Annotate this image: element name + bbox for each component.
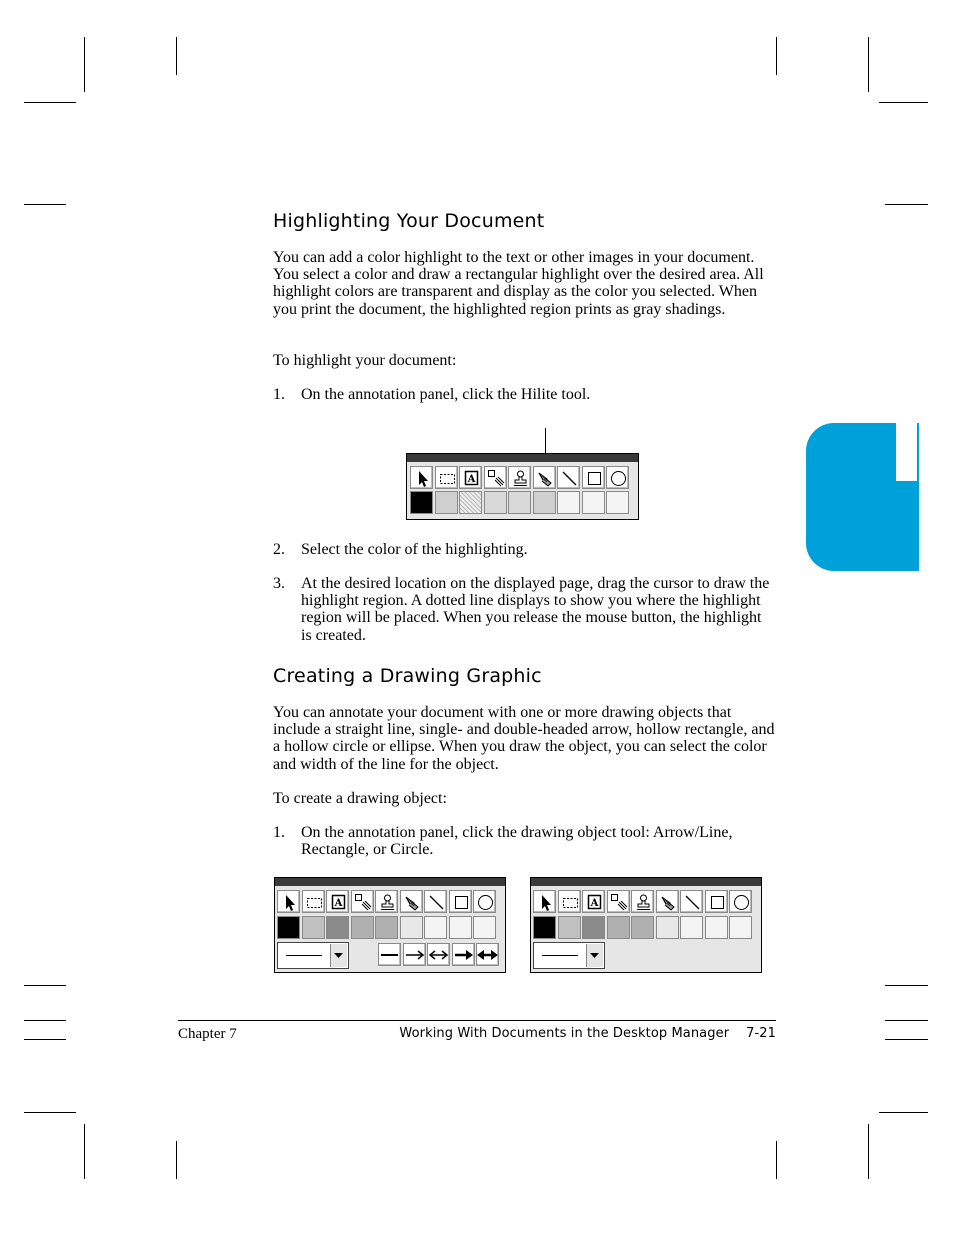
stamp-tool-button[interactable] [508, 466, 531, 489]
text-tool-button[interactable] [582, 890, 605, 913]
rectangle-tool-icon [585, 469, 604, 488]
crop-mark [868, 37, 869, 92]
note-tool-button[interactable] [484, 466, 507, 489]
chevron-down-icon [334, 953, 343, 959]
color-swatch[interactable] [606, 491, 629, 514]
color-swatch[interactable] [656, 916, 679, 939]
line-tool-icon [560, 469, 579, 488]
line-tool-button[interactable] [680, 890, 703, 913]
color-swatch[interactable] [424, 916, 447, 939]
hilite-tool-icon [659, 893, 678, 912]
color-swatch[interactable] [484, 491, 507, 514]
dropdown-arrow-button[interactable] [586, 944, 603, 967]
crop-mark [879, 102, 928, 103]
stamp-tool-button[interactable] [375, 890, 398, 913]
crop-mark [24, 1020, 66, 1021]
circle-tool-button[interactable] [606, 466, 629, 489]
line-tool-button[interactable] [557, 466, 580, 489]
crop-mark [24, 102, 76, 103]
pointer-icon [536, 893, 555, 912]
color-swatch[interactable] [533, 491, 556, 514]
rectangle-tool-button[interactable] [449, 890, 472, 913]
color-swatch[interactable] [631, 916, 654, 939]
line-width-dropdown[interactable] [533, 942, 605, 969]
step-number: 1. [273, 824, 285, 841]
crop-mark [24, 985, 66, 986]
select-rectangle-button[interactable] [558, 890, 581, 913]
note-tool-button[interactable] [351, 890, 374, 913]
pointer-icon [413, 469, 432, 488]
page-number: 7-21 [746, 1026, 776, 1041]
crop-mark [885, 204, 928, 205]
procedure-lead: To highlight your document: [273, 352, 457, 369]
color-swatch[interactable] [459, 491, 482, 514]
annotation-panel-arrow-line [274, 877, 506, 973]
color-swatch[interactable] [449, 916, 472, 939]
step-number: 2. [273, 541, 285, 558]
crop-mark [84, 37, 85, 92]
chevron-down-icon [590, 953, 599, 959]
color-swatch[interactable] [557, 491, 580, 514]
footer-chapter: Chapter 7 [178, 1026, 237, 1042]
annotation-panel [406, 453, 639, 520]
footer-title [399, 1026, 776, 1041]
crop-mark [24, 204, 66, 205]
stamp-tool-icon [634, 893, 653, 912]
crop-mark [776, 37, 777, 75]
section-intro: You can annotate your document with one or more drawing objects that include a straight line, single- and double-headed arrow, hollow rectangle, and a hollow circle or ellipse. When you draw the object, you can select the color and width of the line for the object. [273, 704, 775, 773]
line-style-double-arrow-icon [428, 944, 449, 965]
color-swatch[interactable] [375, 916, 398, 939]
section-heading-highlighting: Highlighting Your Document [273, 210, 545, 232]
select-rectangle-button[interactable] [302, 890, 325, 913]
circle-tool-icon [732, 893, 751, 912]
line-style-arrow-icon [404, 944, 425, 965]
circle-tool-icon [609, 469, 628, 488]
color-swatch[interactable] [410, 491, 433, 514]
stamp-tool-icon [378, 893, 397, 912]
line-style-plain-icon [379, 944, 400, 965]
crop-mark [84, 1124, 85, 1179]
pointer-icon [280, 893, 299, 912]
note-tool-button[interactable] [607, 890, 630, 913]
rectangle-tool-icon [708, 893, 727, 912]
line-tool-icon [683, 893, 702, 912]
select-rectangle-button[interactable] [435, 466, 458, 489]
color-swatch[interactable] [607, 916, 630, 939]
footer-title-text: Working With Documents in the Desktop Manager [399, 1026, 730, 1041]
panel-title-bar [275, 878, 505, 886]
line-style-arrow-button[interactable] [403, 943, 426, 966]
crop-mark [24, 1112, 76, 1113]
crop-mark [885, 985, 928, 986]
text-tool-button[interactable] [326, 890, 349, 913]
crop-mark [879, 1112, 928, 1113]
crop-mark [24, 1039, 66, 1040]
color-swatch[interactable] [435, 491, 458, 514]
color-swatch[interactable] [582, 491, 605, 514]
line-tool-button[interactable] [424, 890, 447, 913]
color-swatch[interactable] [302, 916, 325, 939]
svg-text:A: A [467, 474, 476, 485]
hilite-tool-icon [403, 893, 422, 912]
rectangle-tool-button[interactable] [705, 890, 728, 913]
line-width-sample [286, 955, 322, 956]
panel-title-bar [407, 454, 638, 462]
chapter-thumb-tab [806, 423, 919, 571]
pointer-button[interactable] [533, 890, 556, 913]
dropdown-arrow-button[interactable] [330, 944, 347, 967]
rectangle-tool-button[interactable] [582, 466, 605, 489]
select-rectangle-icon [305, 893, 324, 912]
color-swatch[interactable] [705, 916, 728, 939]
line-style-bold-double-arrow-button[interactable] [476, 943, 499, 966]
color-swatch[interactable] [508, 491, 531, 514]
color-swatch[interactable] [473, 916, 496, 939]
footer-rule [178, 1020, 776, 1021]
annotation-panel-rectangle-circle [530, 877, 762, 973]
hilite-tool-button[interactable] [533, 466, 556, 489]
crop-mark [885, 1020, 928, 1021]
crop-mark [885, 1039, 928, 1040]
line-width-dropdown[interactable] [277, 942, 349, 969]
line-tool-icon [427, 893, 446, 912]
section-intro: You can add a color highlight to the text or other images in your document. You select a color and draw a rectangular highlight over the desired area. All highlight colors are transparent and display as the color you selected. When you print the document, the highlighted region prints as gray shadings. [273, 249, 764, 318]
text-tool-icon [585, 893, 604, 912]
step-text: At the desired location on the displayed page, drag the cursor to draw the highlight region. A dotted line displays to show you where the highlight region will be placed. When you release the mouse button, the highlight is created. [301, 575, 770, 644]
text-tool-button[interactable] [459, 466, 482, 489]
color-swatch[interactable] [277, 916, 300, 939]
rectangle-tool-icon [452, 893, 471, 912]
color-swatch[interactable] [400, 916, 423, 939]
step-text: On the annotation panel, click the drawing object tool: Arrow/Line, Rectangle, or Circle. [301, 824, 733, 859]
color-swatch[interactable] [533, 916, 556, 939]
circle-tool-icon [476, 893, 495, 912]
color-swatch[interactable] [729, 916, 752, 939]
crop-mark [176, 1141, 177, 1179]
hilite-tool-button[interactable] [400, 890, 423, 913]
color-swatch[interactable] [326, 916, 349, 939]
note-tool-icon [487, 469, 506, 488]
text-tool-icon [462, 469, 481, 488]
line-style-plain-button[interactable] [378, 943, 401, 966]
color-swatch[interactable] [351, 916, 374, 939]
line-style-double-arrow-button[interactable] [427, 943, 450, 966]
select-rectangle-icon [438, 469, 457, 488]
svg-text:A: A [590, 898, 599, 909]
line-style-bold-arrow-button[interactable] [452, 943, 475, 966]
crop-mark [868, 1124, 869, 1179]
hilite-tool-icon [536, 469, 555, 488]
hilite-tool-button[interactable] [656, 890, 679, 913]
note-tool-icon [610, 893, 629, 912]
stamp-tool-icon [511, 469, 530, 488]
color-swatch[interactable] [558, 916, 581, 939]
circle-tool-button[interactable] [473, 890, 496, 913]
section-heading-drawing: Creating a Drawing Graphic [273, 665, 542, 687]
step-text: On the annotation panel, click the Hilite tool. [301, 386, 591, 403]
pointer-button[interactable] [410, 466, 433, 489]
circle-tool-button[interactable] [729, 890, 752, 913]
text-tool-icon [329, 893, 348, 912]
step-text: Select the color of the highlighting. [301, 541, 528, 558]
color-swatch[interactable] [680, 916, 703, 939]
line-style-bold-double-arrow-icon [477, 944, 498, 965]
crop-mark [776, 1141, 777, 1179]
step-number: 1. [273, 386, 285, 403]
color-swatch[interactable] [582, 916, 605, 939]
crop-mark [176, 37, 177, 75]
line-style-bold-arrow-icon [453, 944, 474, 965]
step-number: 3. [273, 575, 285, 592]
procedure-lead: To create a drawing object: [273, 790, 447, 807]
pointer-button[interactable] [277, 890, 300, 913]
svg-text:A: A [334, 898, 343, 909]
note-tool-icon [354, 893, 373, 912]
stamp-tool-button[interactable] [631, 890, 654, 913]
line-width-sample [542, 955, 578, 956]
panel-title-bar [531, 878, 761, 886]
select-rectangle-icon [561, 893, 580, 912]
